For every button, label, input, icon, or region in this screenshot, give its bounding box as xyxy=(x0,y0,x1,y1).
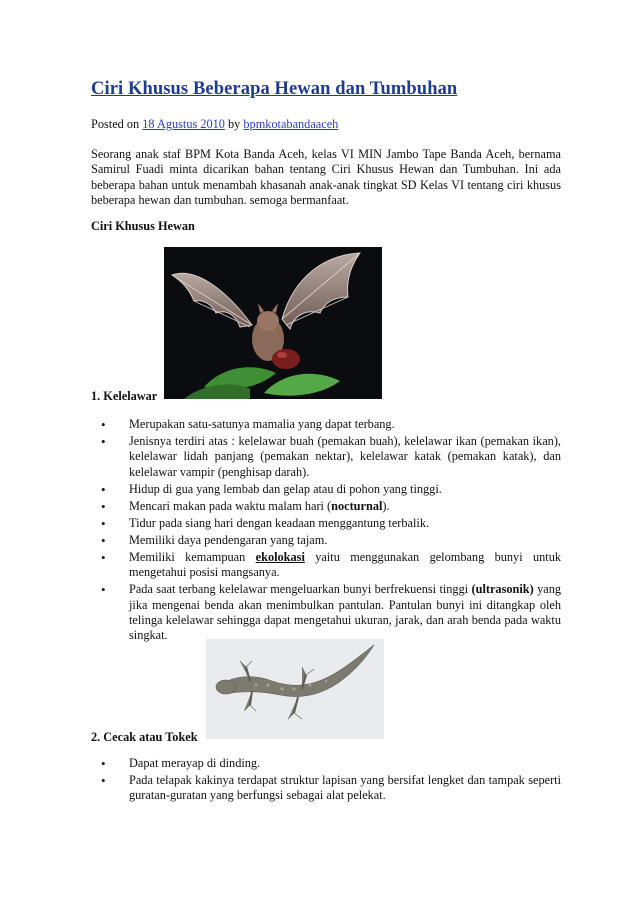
bat-heading: 1. Kelelawar xyxy=(91,389,158,403)
highlight-nocturnal: nocturnal xyxy=(331,498,383,513)
list-item: • Dapat merayap di dinding. xyxy=(91,756,561,771)
list-item: • Memiliki daya pendengaran yang tajam. xyxy=(91,533,561,548)
posted-label: Posted on xyxy=(91,117,140,131)
gecko-heading: 2. Cecak atau Tokek xyxy=(91,730,198,744)
list-item-text: Pada saat terbang kelelawar mengeluarkan bunyi berfrekuensi tinggi xyxy=(129,582,469,597)
list-item xyxy=(91,499,561,514)
article-title[interactable]: Ciri Khusus Beberapa Hewan dan Tumbuhan xyxy=(91,79,458,99)
intro-paragraph: Seorang anak staf BPM Kota Banda Aceh, kelas VI MIN Jambo Tape Banda Aceh, bernama Samirul Fuadi minta dicarikan bahan tentang Ciri Khusus Hewan dan Tumbuhan. Ini ada beberapa bahan untuk menambah khasanah anak-anak tingkat SD Kelas VI tentang ciri khusus beberapa hewan dan tumbuhan. semoga bermanfaat. xyxy=(91,147,561,208)
bat-image xyxy=(164,247,382,399)
list-item: • Jenisnya terdiri atas : kelelawar buah (pemakan buah), kelelawar ikan (pemakan ikan), kelelawar lidah panjang (pemakan nektar), kelelawar katak (pemakan katak), dan kelelawar vampir (penghisap darah). xyxy=(91,434,561,480)
highlight-ultrasonik: (ultrasonik) xyxy=(471,582,534,597)
list-item: • Hidup di gua yang lembab dan gelap atau di pohon yang tinggi. xyxy=(91,482,561,497)
gecko-image xyxy=(206,639,384,739)
author-link[interactable]: bpmkotabandaaceh xyxy=(243,117,339,131)
list-item: • Pada telapak kakinya terdapat struktur lapisan yang bersifat lengket dan tampak seperti guratan-guratan yang berfungsi sebagai alat pelekat. xyxy=(91,773,561,804)
by-label: by xyxy=(228,117,241,131)
list-item-text: ). xyxy=(382,498,390,513)
section-heading: Ciri Khusus Hewan xyxy=(91,219,195,233)
list-item-text: Memiliki kemampuan xyxy=(129,549,246,564)
ekolokasi-link[interactable]: ekolokasi xyxy=(255,549,305,564)
list-item xyxy=(91,582,561,644)
post-date-link[interactable]: 18 Agustus 2010 xyxy=(142,117,225,131)
post-meta xyxy=(91,117,338,132)
gecko-traits-list xyxy=(91,756,561,805)
list-item-text: yaitu menggunakan gelombang bunyi untuk mengetahui posisi mangsanya. xyxy=(129,549,562,580)
list-item: • Tidur pada siang hari dengan keadaan menggantung terbalik. xyxy=(91,516,561,531)
list-item-text: Mencari makan pada waktu malam hari ( xyxy=(129,498,332,513)
bat-traits-list xyxy=(91,417,561,645)
list-item-text: yang jika mengenai benda akan menimbulkan pantulan. Pantulan bunyi ini ditangkap oleh telinga kelelawar sehingga dapat mengetahui ukuran, jarak, dan arah benda pada waktu singkat. xyxy=(129,582,562,643)
list-item xyxy=(91,550,561,581)
list-item: • Merupakan satu-satunya mamalia yang dapat terbang. xyxy=(91,417,561,432)
